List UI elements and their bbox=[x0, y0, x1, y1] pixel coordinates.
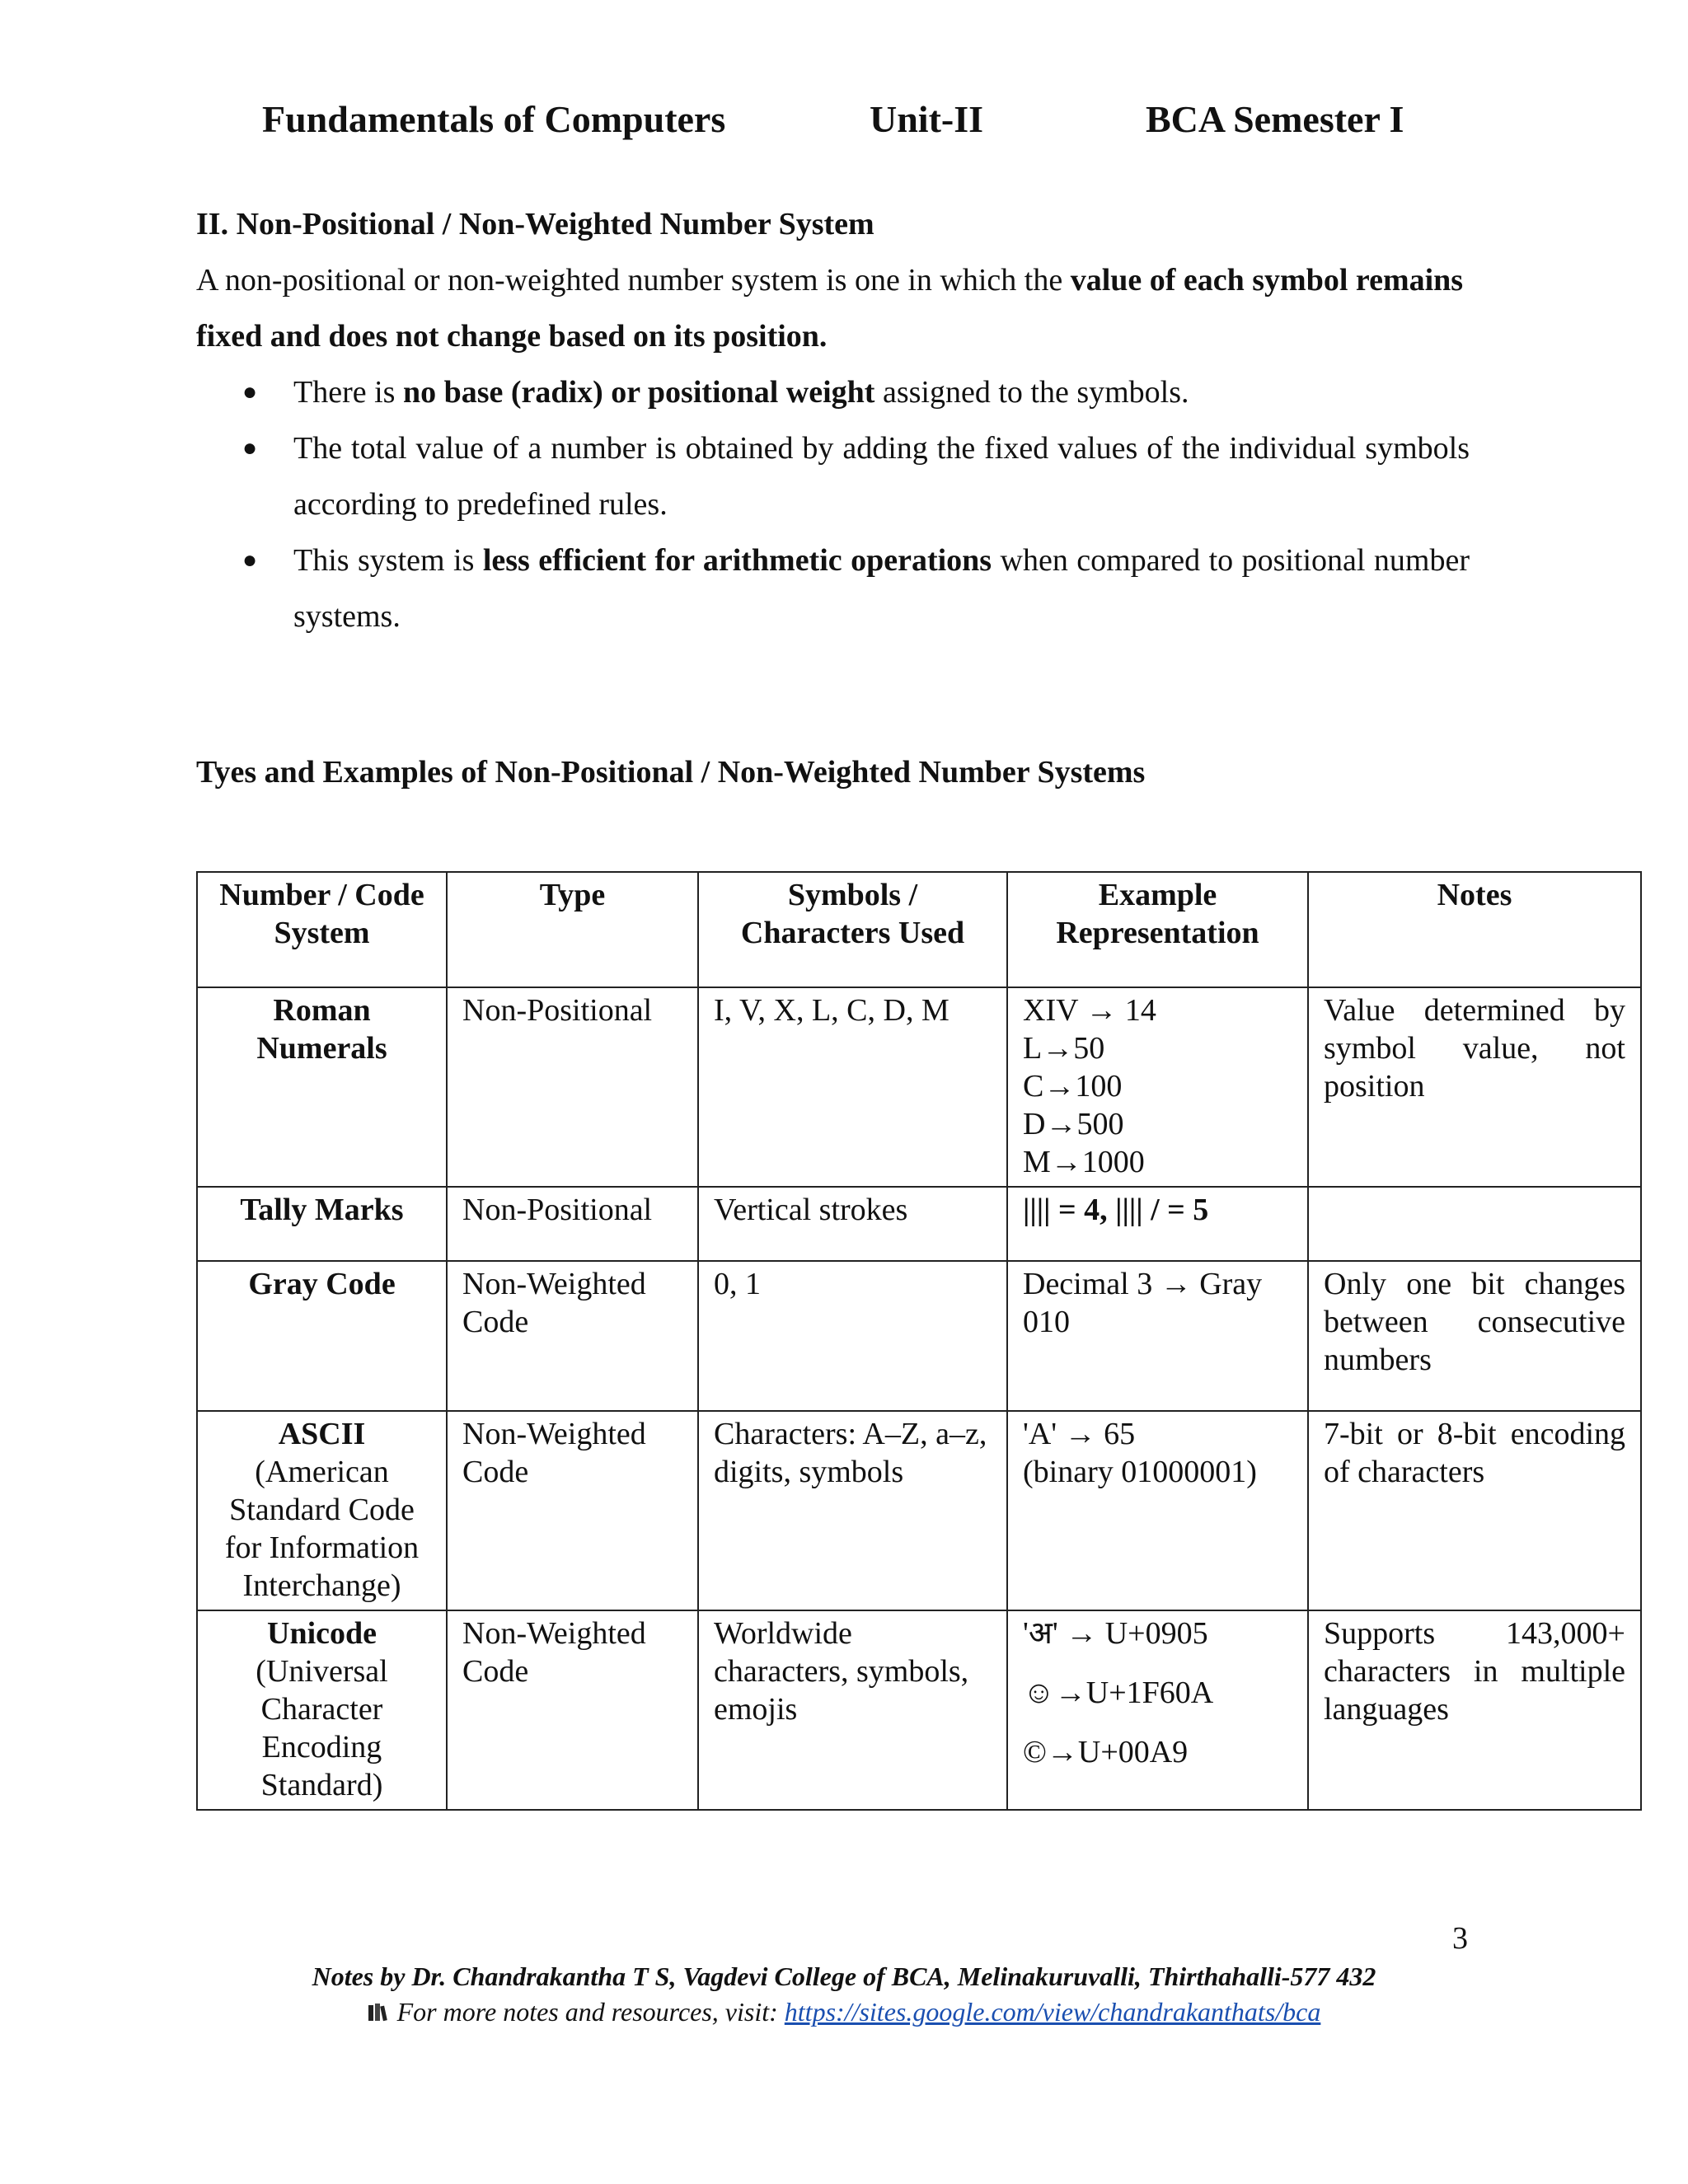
system-expansion: (American Standard Code for Information Interchange) bbox=[224, 1455, 420, 1603]
example-line: M→1000 bbox=[1023, 1145, 1145, 1179]
system-expansion: (Universal Character Encoding Standard) bbox=[256, 1654, 388, 1802]
example-line: 'अ' → U+0905 bbox=[1023, 1616, 1208, 1651]
intro-bold-text: value of each symbol remains fixed and does not change based on its position. bbox=[196, 263, 1464, 354]
cell-symbols: 0, 1 bbox=[698, 1261, 1007, 1411]
section-content bbox=[196, 196, 1470, 644]
column-header-type: Type bbox=[447, 872, 698, 987]
cell-type: Non-Weighted Code bbox=[447, 1261, 698, 1411]
header-course-title: Fundamentals of Computers bbox=[262, 98, 726, 140]
bullet-dot-icon: ● bbox=[242, 434, 258, 462]
column-header-symbols: Symbols / Characters Used bbox=[698, 872, 1007, 987]
books-icon bbox=[368, 2003, 391, 2022]
page-header bbox=[0, 97, 1688, 147]
section-title: II. Non-Positional / Non-Weighted Number System bbox=[196, 207, 874, 241]
system-name: Roman Numerals bbox=[256, 993, 387, 1066]
table-row bbox=[197, 987, 1641, 1187]
cell-example bbox=[1007, 987, 1308, 1187]
system-name: ASCII bbox=[278, 1417, 366, 1451]
example-line: 'A' → 65 bbox=[1023, 1417, 1136, 1451]
table-row bbox=[197, 1610, 1641, 1810]
header-semester: BCA Semester I bbox=[1146, 98, 1404, 140]
cell-example bbox=[1007, 1261, 1308, 1411]
footer-resources-text: For more notes and resources, visit: bbox=[396, 1997, 785, 2027]
section-intro bbox=[196, 252, 1470, 364]
cell-system bbox=[197, 1610, 447, 1810]
example-line: ©→U+00A9 bbox=[1023, 1735, 1189, 1769]
system-name: Tally Marks bbox=[240, 1193, 404, 1227]
example-line: C→100 bbox=[1023, 1069, 1123, 1104]
cell-example bbox=[1007, 1610, 1308, 1810]
cell-notes bbox=[1308, 1187, 1641, 1261]
cell-system bbox=[197, 1261, 447, 1411]
cell-example bbox=[1007, 1411, 1308, 1610]
example-line: Decimal 3 → Gray 010 bbox=[1023, 1267, 1263, 1339]
cell-type: Non-Positional bbox=[447, 987, 698, 1187]
bullet-text-pre: The total value of a number is obtained by adding the fixed values of the individual symbols according to predefined rules. bbox=[293, 431, 1470, 522]
bullet-text-bold: less efficient for arithmetic operations bbox=[482, 543, 992, 578]
column-header-notes: Notes bbox=[1308, 872, 1641, 987]
bullet-text-post: assigned to the symbols. bbox=[874, 375, 1189, 410]
cell-notes: Only one bit changes between consecutive numbers bbox=[1308, 1261, 1641, 1411]
cell-notes: 7-bit or 8-bit encoding of characters bbox=[1308, 1411, 1641, 1610]
table-header-row bbox=[197, 872, 1641, 987]
example-line: D→500 bbox=[1023, 1107, 1124, 1141]
bullet-item bbox=[196, 532, 1470, 644]
bullet-dot-icon: ● bbox=[242, 378, 258, 405]
cell-example bbox=[1007, 1187, 1308, 1261]
cell-notes: Value determined by symbol value, not position bbox=[1308, 987, 1641, 1187]
header-unit: Unit-II bbox=[870, 98, 984, 140]
example-line: |||| = 4, |||| / = 5 bbox=[1023, 1193, 1209, 1227]
example-line: ☺→U+1F60A bbox=[1023, 1675, 1214, 1710]
column-header-system: Number / Code System bbox=[197, 872, 447, 987]
bullet-text-bold: no base (radix) or positional weight bbox=[402, 375, 875, 410]
column-header-example: Example Representation bbox=[1007, 872, 1308, 987]
example-line: L→50 bbox=[1023, 1031, 1105, 1066]
intro-plain-text: A non-positional or non-weighted number system is one in which the bbox=[196, 263, 1071, 298]
system-name: Gray Code bbox=[248, 1267, 396, 1301]
bullet-dot-icon: ● bbox=[242, 546, 258, 574]
cell-type: Non-Weighted Code bbox=[447, 1610, 698, 1810]
example-line: XIV → 14 bbox=[1023, 993, 1156, 1028]
bullet-item bbox=[196, 420, 1470, 532]
footer-resources bbox=[0, 1997, 1688, 2027]
table-row bbox=[197, 1261, 1641, 1411]
cell-type: Non-Positional bbox=[447, 1187, 698, 1261]
example-line: (binary 01000001) bbox=[1023, 1455, 1257, 1489]
number-systems-table bbox=[196, 871, 1642, 1811]
cell-symbols: Vertical strokes bbox=[698, 1187, 1007, 1261]
cell-symbols: Worldwide characters, symbols, emojis bbox=[698, 1610, 1007, 1810]
table-row bbox=[197, 1411, 1641, 1610]
footer-credit: Notes by Dr. Chandrakantha T S, Vagdevi College of BCA, Melinakuruvalli, Thirthahalli-577 432 bbox=[312, 1961, 1376, 1991]
bullet-list bbox=[196, 364, 1470, 644]
system-name: Unicode bbox=[267, 1616, 377, 1651]
cell-notes: Supports 143,000+ characters in multiple languages bbox=[1308, 1610, 1641, 1810]
page-number: 3 bbox=[1452, 1921, 1468, 1956]
cell-type: Non-Weighted Code bbox=[447, 1411, 698, 1610]
cell-symbols: I, V, X, L, C, D, M bbox=[698, 987, 1007, 1187]
cell-system bbox=[197, 1411, 447, 1610]
bullet-item bbox=[196, 364, 1470, 420]
table-row bbox=[197, 1187, 1641, 1261]
bullet-text-post: when compared to positional number systems. bbox=[293, 543, 1470, 634]
cell-symbols: Characters: A–Z, a–z, digits, symbols bbox=[698, 1411, 1007, 1610]
bullet-text-pre: This system is bbox=[293, 543, 483, 578]
table-title: Tyes and Examples of Non-Positional / Non-Weighted Number Systems bbox=[196, 755, 1146, 790]
cell-system bbox=[197, 987, 447, 1187]
bullet-text-pre: There is bbox=[293, 375, 403, 410]
cell-system bbox=[197, 1187, 447, 1261]
resources-link[interactable]: https://sites.google.com/view/chandrakanthats/bca bbox=[784, 1997, 1321, 2027]
